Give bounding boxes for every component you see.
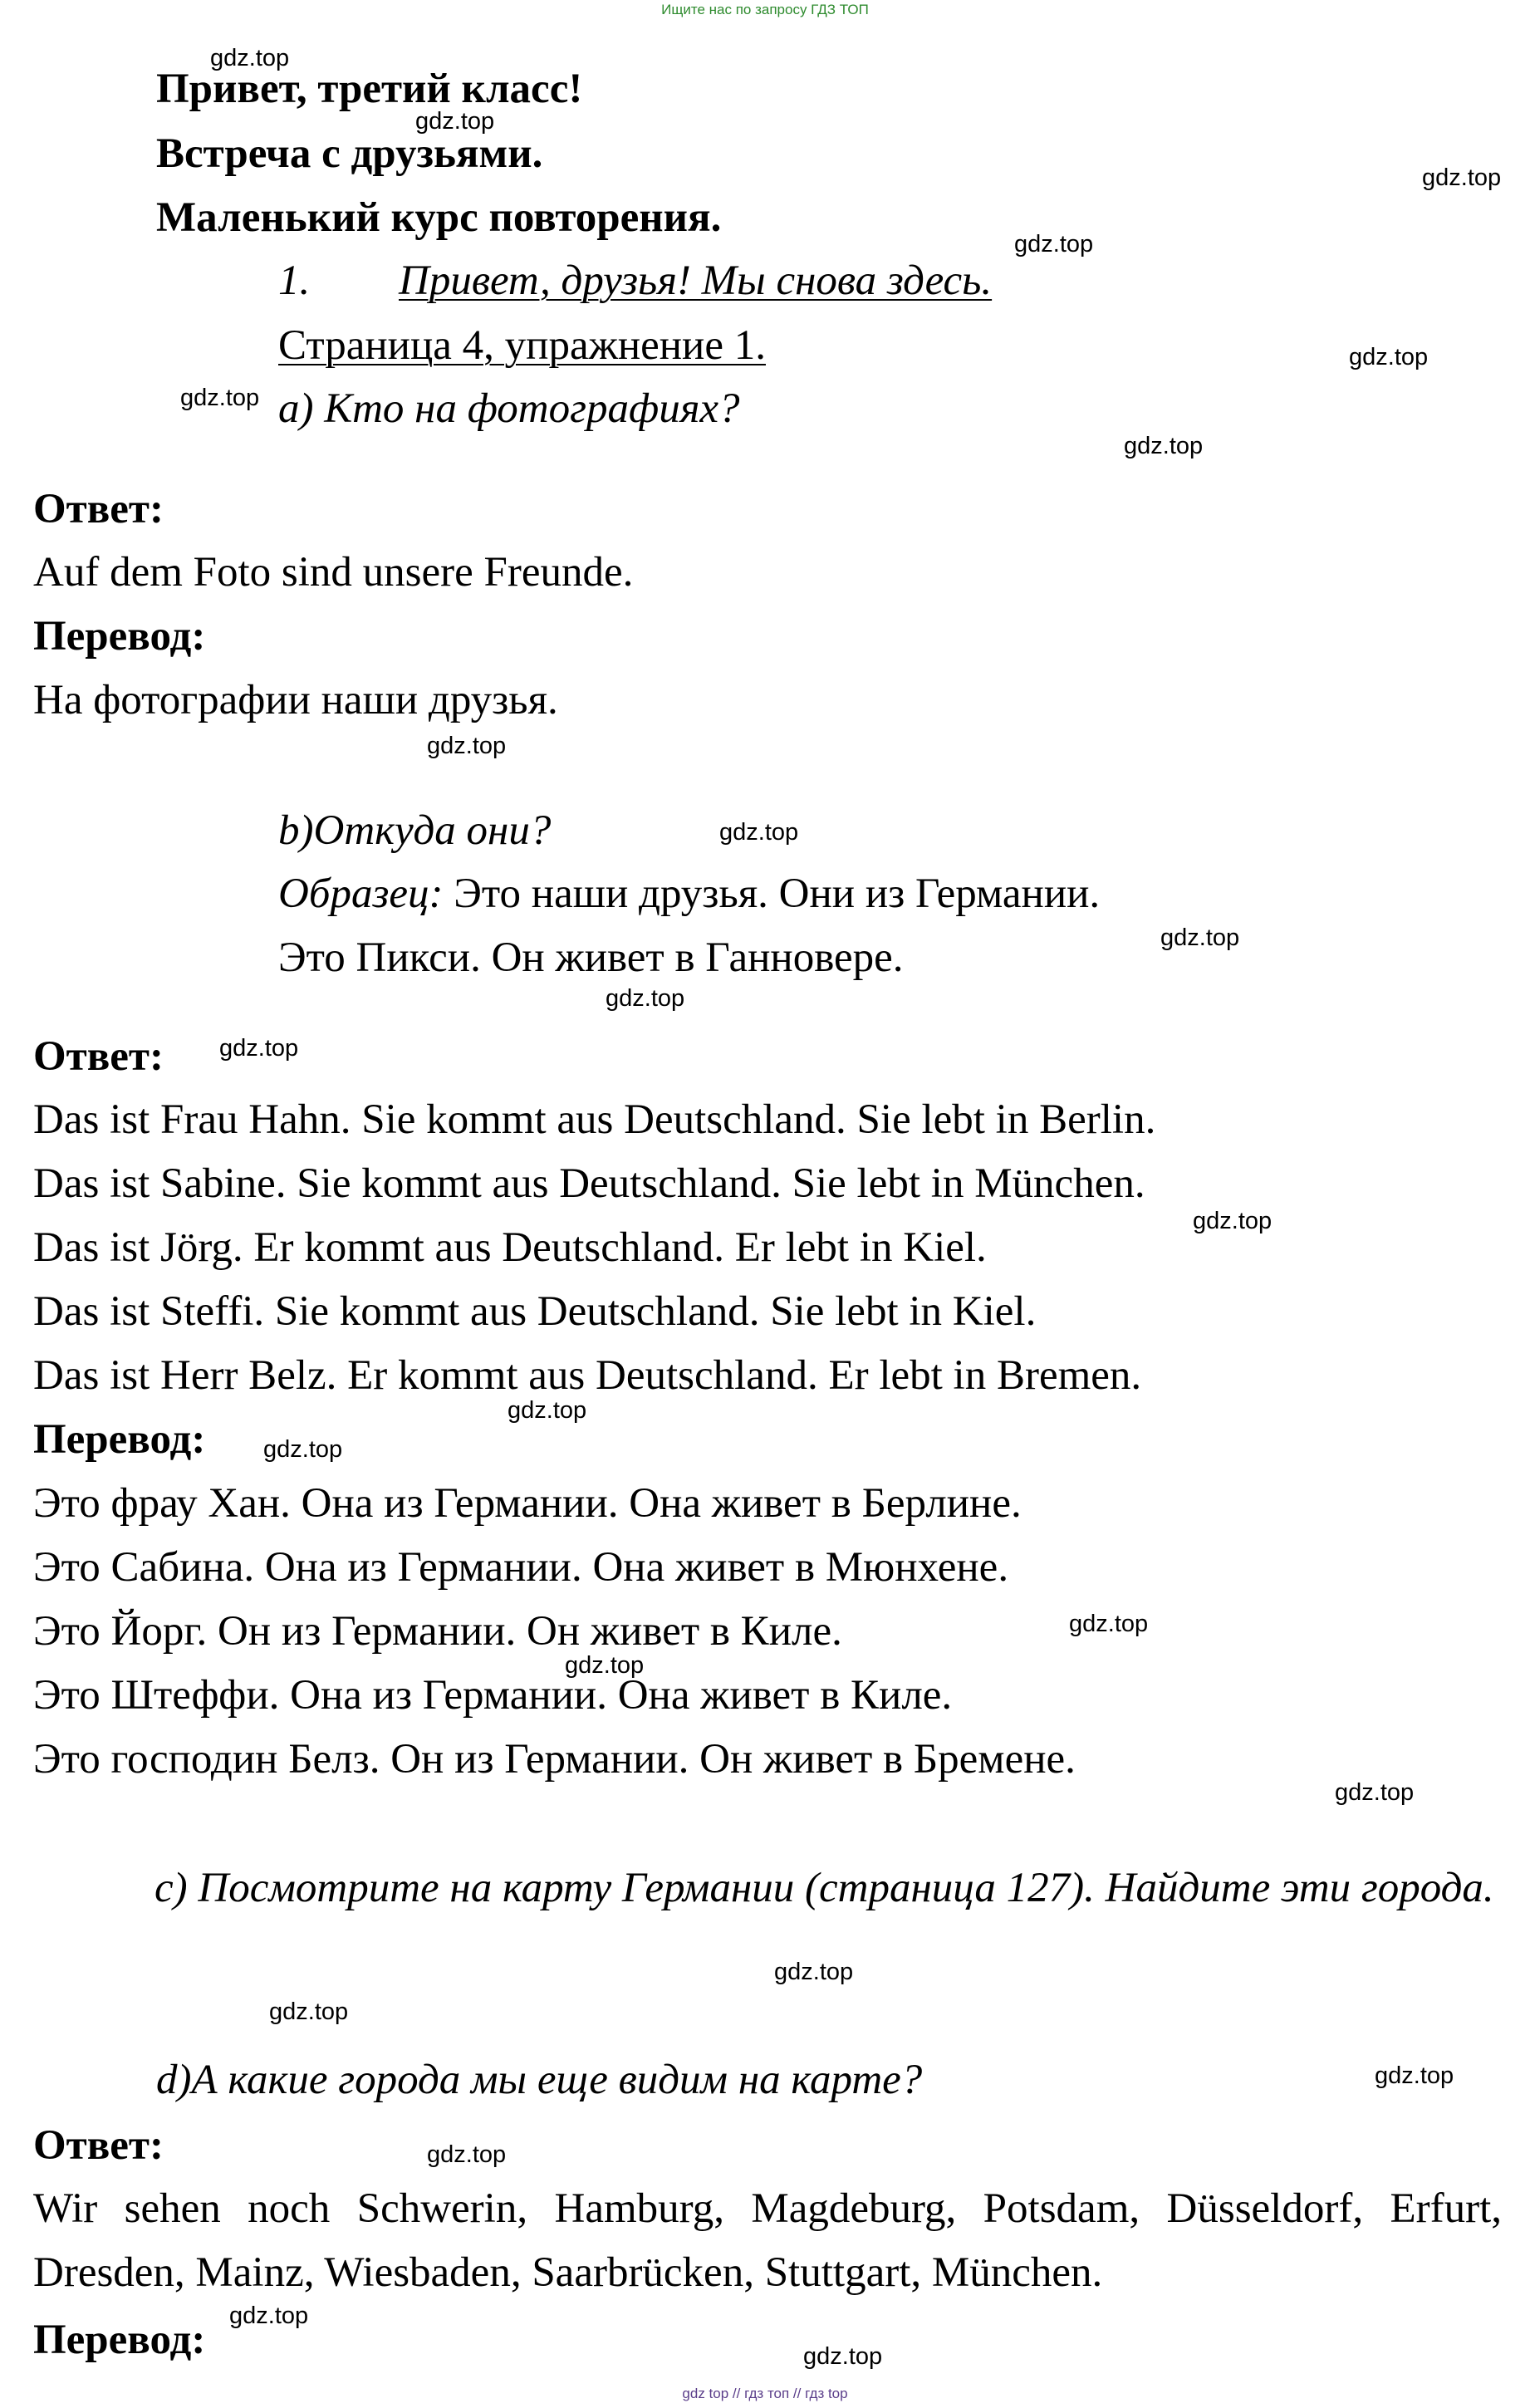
watermark: gdz.top <box>774 1959 854 1985</box>
watermark: gdz.top <box>1349 344 1429 370</box>
task-c-question <box>33 1856 1502 1920</box>
top-search-note: Ищите нас по запросу ГДЗ ТОП <box>661 2 869 17</box>
header-greeting: Привет, третий класс! <box>156 66 583 112</box>
watermark: gdz.top <box>565 1652 645 1679</box>
sample-label: Образец: <box>278 871 444 917</box>
task-b-answer-line: Das ist Herr Belz. Er kommt aus Deutschland. Er lebt in Bremen. <box>33 1352 1142 1399</box>
watermark: gdz.top <box>210 45 290 71</box>
task-b-translation-line: Это Штеффи. Она из Германии. Она живет в Киле. <box>33 1672 953 1719</box>
task-b-answer-line: Das ist Steffi. Sie kommt aus Deutschland. Sie lebt in Kiel. <box>33 1288 1037 1335</box>
section-title: Привет, друзья! Мы снова здесь. <box>399 257 993 304</box>
watermark: gdz.top <box>427 733 507 759</box>
task-b-sample-line-1 <box>278 873 1100 915</box>
footer-links: gdz top // гдз топ // гдз top <box>682 2386 848 2401</box>
task-b-translation-line: Это господин Белз. Он из Германии. Он живет в Бремене. <box>33 1736 1076 1783</box>
watermark: gdz.top <box>427 2141 507 2168</box>
task-d-question: d)А какие города мы еще видим на карте? <box>156 2057 923 2103</box>
task-b-translation-label: Перевод: <box>33 1416 206 1463</box>
watermark: gdz.top <box>180 385 260 411</box>
watermark: gdz.top <box>606 985 685 1012</box>
task-a-answer-label: Ответ: <box>33 486 164 532</box>
watermark: gdz.top <box>415 108 495 135</box>
task-b-translation-line: Это Йорг. Он из Германии. Он живет в Киле. <box>33 1608 842 1655</box>
task-d-answer-label: Ответ: <box>33 2122 164 2169</box>
task-b-translation-line: Это Сабина. Она из Германии. Она живет в Мюнхене. <box>33 1544 1009 1591</box>
task-b-question: b)Откуда они? <box>278 807 552 854</box>
watermark: gdz.top <box>719 819 799 846</box>
watermark: gdz.top <box>1014 231 1094 257</box>
watermark: gdz.top <box>1069 1611 1149 1637</box>
task-b-sample-line-2: Это Пикси. Он живет в Ганновере. <box>278 934 904 981</box>
task-a-answer: Auf dem Foto sind unsere Freunde. <box>33 549 634 596</box>
header-meeting: Встреча с друзьями. <box>156 130 543 177</box>
task-a-translation: На фотографии наши друзья. <box>33 677 558 723</box>
watermark: gdz.top <box>803 2343 883 2370</box>
task-b-translation-line: Это фрау Хан. Она из Германии. Она живет в Берлине. <box>33 1480 1022 1527</box>
watermark: gdz.top <box>1124 433 1204 459</box>
task-b-answer-line: Das ist Jörg. Er kommt aus Deutschland. Er lebt in Kiel. <box>33 1224 987 1271</box>
page-reference: Страница 4, упражнение 1. <box>278 322 766 369</box>
watermark: gdz.top <box>219 1035 299 1062</box>
sample-text-1: Это наши друзья. Они из Германии. <box>443 871 1101 917</box>
header-course: Маленький курс повторения. <box>156 194 722 241</box>
watermark: gdz.top <box>508 1397 587 1424</box>
task-c-text: с) Посмотрите на карту Германии (страница 127). Найдите эти города. <box>154 1865 1494 1911</box>
watermark: gdz.top <box>1422 164 1502 191</box>
task-d-translation-label: Перевод: <box>33 2317 206 2363</box>
watermark: gdz.top <box>263 1436 343 1463</box>
watermark: gdz.top <box>1375 2062 1454 2089</box>
task-a-translation-label: Перевод: <box>33 613 206 660</box>
task-b-answer-line: Das ist Sabine. Sie kommt aus Deutschland. Sie lebt in München. <box>33 1160 1145 1207</box>
task-a-question: а) Кто на фотографиях? <box>278 385 740 432</box>
watermark: gdz.top <box>1160 924 1240 951</box>
watermark: gdz.top <box>229 2303 309 2329</box>
section-number: 1. <box>278 257 311 304</box>
watermark: gdz.top <box>1193 1208 1273 1234</box>
task-d-answer: Wir sehen noch Schwerin, Hamburg, Magdeburg, Potsdam, Düsseldorf, Erfurt, Dresden, Mainz, Wiesbaden, Saarbrücken, Stuttgart, München. <box>33 2185 1502 2296</box>
watermark: gdz.top <box>1335 1779 1415 1806</box>
task-b-answer-label: Ответ: <box>33 1033 164 1080</box>
watermark: gdz.top <box>269 1998 349 2025</box>
task-b-answer-line: Das ist Frau Hahn. Sie kommt aus Deutschland. Sie lebt in Berlin. <box>33 1096 1156 1143</box>
